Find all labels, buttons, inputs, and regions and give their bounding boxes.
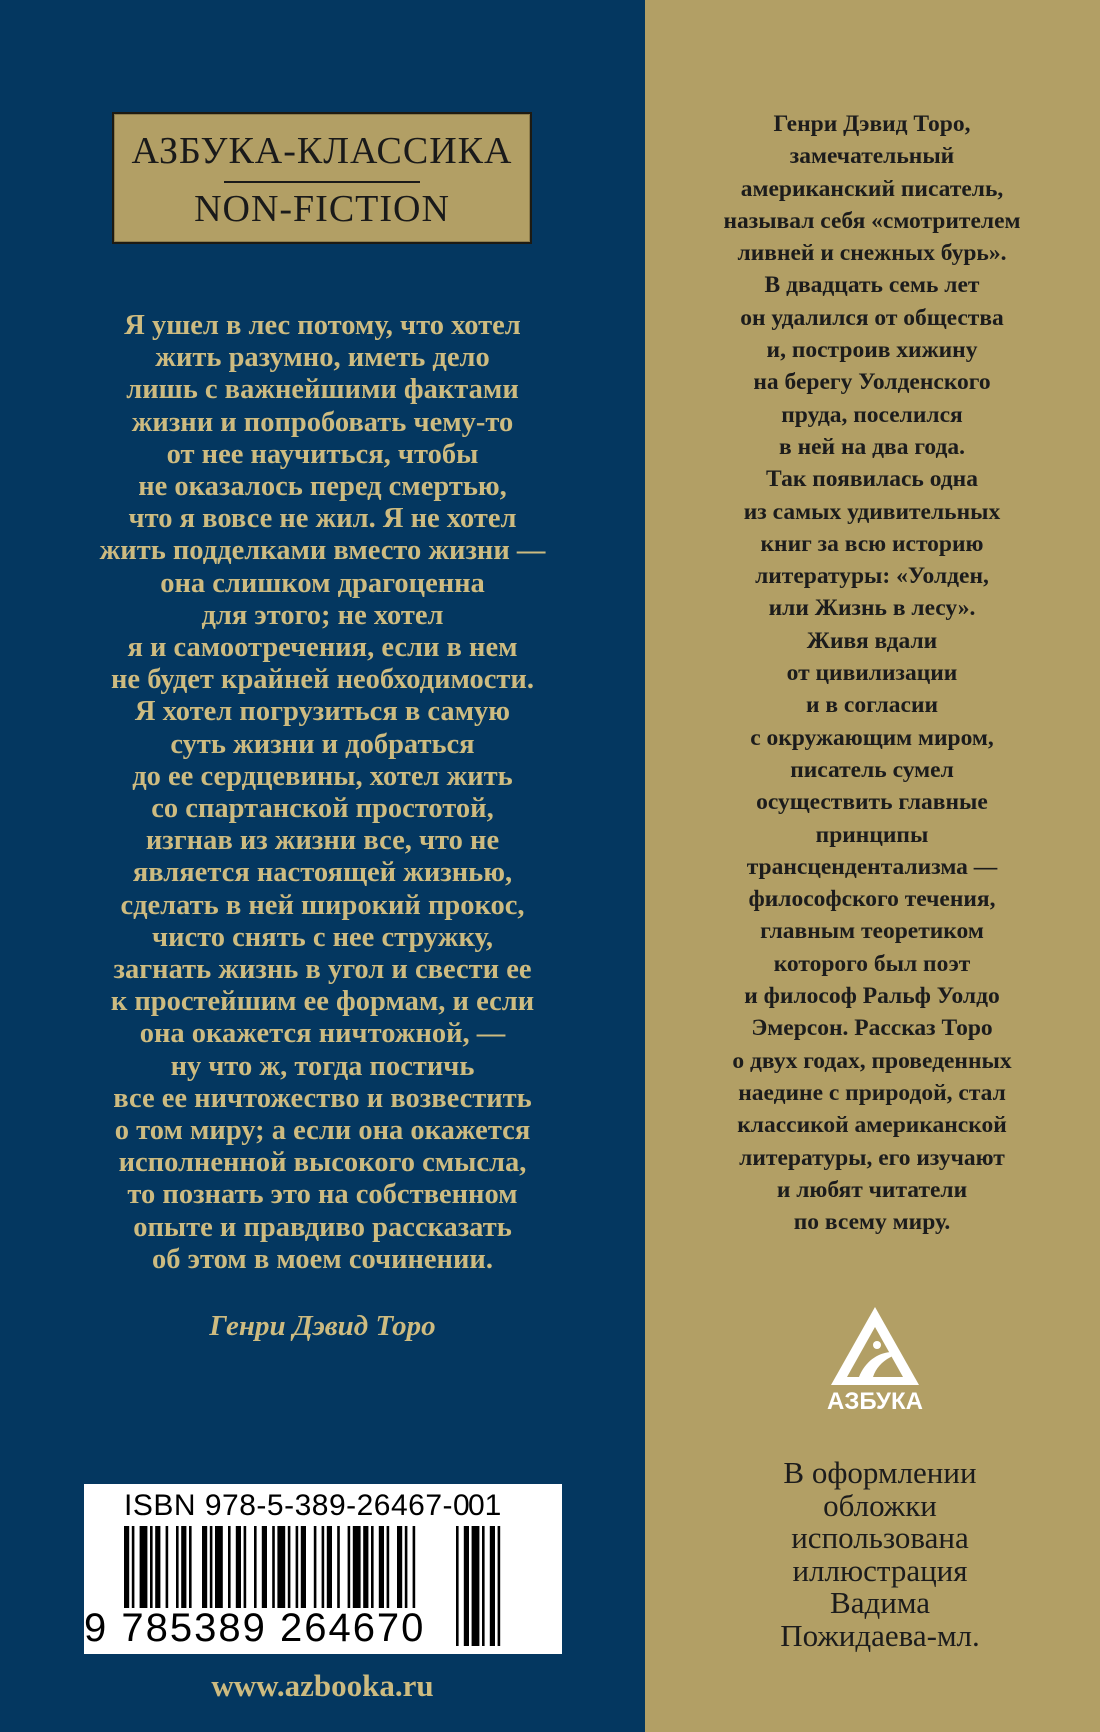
quote-line: со спартанской простотой, xyxy=(151,793,494,825)
quote-line: загнать жизнь в угол и свести ее xyxy=(113,954,532,986)
quote-line: то познать это на собственном xyxy=(127,1179,518,1211)
quote-line: чисто снять с нее стружку, xyxy=(152,921,493,953)
isbn-addon: 01 xyxy=(468,1489,502,1522)
quote-line: что я вовсе не жил. Я не хотел xyxy=(128,503,517,535)
cover-credits xyxy=(700,1457,1060,1652)
isbn-number: ISBN 978-5-389-26467-0 xyxy=(124,1489,471,1522)
quote-line: об этом в моем сочинении. xyxy=(152,1243,493,1275)
description-line: трансцендентализма — xyxy=(746,853,998,880)
description-line: Так появилась одна xyxy=(766,466,978,493)
quote-line: о том миру; а если она окажется xyxy=(114,1115,531,1147)
series-label-box xyxy=(112,112,532,244)
description-line: принципы xyxy=(815,821,929,848)
description-line: В двадцать семь лет xyxy=(764,272,980,299)
description-line: по всему миру. xyxy=(793,1209,951,1236)
description-line: наедине с природой, стал xyxy=(738,1079,1006,1106)
description-line: литературы: «Уолден, xyxy=(755,563,989,590)
description-line: на берегу Уолденского xyxy=(753,369,991,396)
publisher-website: www.azbooka.ru xyxy=(211,1668,434,1703)
description-line: или Жизнь в лесу». xyxy=(768,595,976,622)
description-line: и, построив хижину xyxy=(766,337,978,364)
quote-line: ну что ж, тогда постичь xyxy=(170,1050,475,1082)
description-line: и любят читатели xyxy=(776,1176,968,1203)
ean-digits: 9 785389 264670 xyxy=(84,1606,426,1650)
description-line: главным теоретиком xyxy=(760,918,984,945)
series-divider xyxy=(224,181,420,183)
description-line: из самых удивительных xyxy=(743,498,1001,525)
quote-line: к простейшим ее формам, и если xyxy=(110,986,535,1018)
quote-line: жизни и попробовать чему-то xyxy=(131,406,514,438)
quote-line: суть жизни и добраться xyxy=(170,728,475,760)
quote-line: исполненной высокого смысла, xyxy=(118,1147,527,1179)
credits-line: иллюстрация xyxy=(792,1552,968,1588)
description-line: он удалился от общества xyxy=(740,304,1004,331)
description-line: о двух годах, проведенных xyxy=(732,1047,1012,1074)
description-line: осуществить главные xyxy=(756,789,988,816)
description-line: Генри Дэвид Торо, xyxy=(773,111,971,137)
description-line: писатель сумел xyxy=(790,756,954,783)
quote-line: Я хотел погрузиться в самую xyxy=(134,696,511,728)
quote-line: для этого; не хотел xyxy=(201,599,444,631)
description-line: которого был поэт xyxy=(773,950,971,977)
description-line: пруда, поселился xyxy=(781,401,963,428)
quote-line: не оказалось перед смертью, xyxy=(138,471,507,503)
quote-author: Генри Дэвид Торо xyxy=(209,1310,436,1342)
epigraph-quote xyxy=(40,310,605,1276)
description-line: книг за всю историю xyxy=(760,530,984,557)
quote-line: опыте и правдиво рассказать xyxy=(133,1211,512,1243)
credits-line: Вадима xyxy=(830,1585,930,1620)
quote-line: является настоящей жизнью, xyxy=(132,857,513,889)
quote-line: все ее ничтожество и возвестить xyxy=(113,1082,532,1114)
description-line: ливней и снежных бурь». xyxy=(737,240,1007,267)
quote-line: от нее научиться, чтобы xyxy=(166,438,479,470)
description-line: называл себя «смотрителем xyxy=(723,207,1021,234)
series-subtitle: NON-FICTION xyxy=(194,188,450,230)
quote-line: изгнав из жизни все, что не xyxy=(145,825,500,857)
description-line: американский писатель, xyxy=(740,175,1004,202)
quote-line: она слишком драгоценна xyxy=(160,567,485,599)
quote-line: не будет крайней необходимости. xyxy=(111,664,534,696)
description-line: философского течения, xyxy=(748,886,996,913)
description-line: литературы, его изучают xyxy=(739,1144,1005,1171)
credits-line: Пожидаева-мл. xyxy=(780,1617,980,1653)
publisher-logo-text: АЗБУКА xyxy=(827,1388,923,1415)
description-line: с окружающим миром, xyxy=(750,724,994,751)
credits-line: В оформлении xyxy=(783,1455,977,1490)
quote-line: жить подделками вместо жизни — xyxy=(99,535,546,567)
quote-line: жить разумно, иметь дело xyxy=(155,342,490,374)
series-title: АЗБУКА-КЛАССИКА xyxy=(131,130,513,172)
quote-line: я и самоотречения, если в нем xyxy=(127,632,518,664)
quote-line: лишь с важнейшими фактами xyxy=(126,374,519,406)
description-line: в ней на два года. xyxy=(779,433,965,460)
credits-line: использована xyxy=(791,1520,969,1555)
quote-line: Я ушел в лес потому, что хотел xyxy=(124,310,521,341)
description-line: и философ Ральф Уолдо xyxy=(744,983,1000,1010)
description-line: и в согласии xyxy=(805,692,939,719)
description-line: Эмерсон. Рассказ Торо xyxy=(751,1015,993,1042)
quote-line: сделать в ней широкий прокос, xyxy=(120,889,525,921)
description-line: замечательный xyxy=(789,143,955,170)
quote-line: она окажется ничтожной, — xyxy=(139,1018,506,1050)
description-line: Живя вдали xyxy=(806,627,938,654)
book-description xyxy=(662,108,1082,1238)
quote-line: до ее сердцевины, хотел жить xyxy=(132,760,513,792)
description-line: от цивилизации xyxy=(786,660,958,687)
isbn-barcode xyxy=(84,1484,562,1654)
credits-line: обложки xyxy=(823,1487,937,1523)
description-line: классикой американской xyxy=(737,1112,1007,1139)
